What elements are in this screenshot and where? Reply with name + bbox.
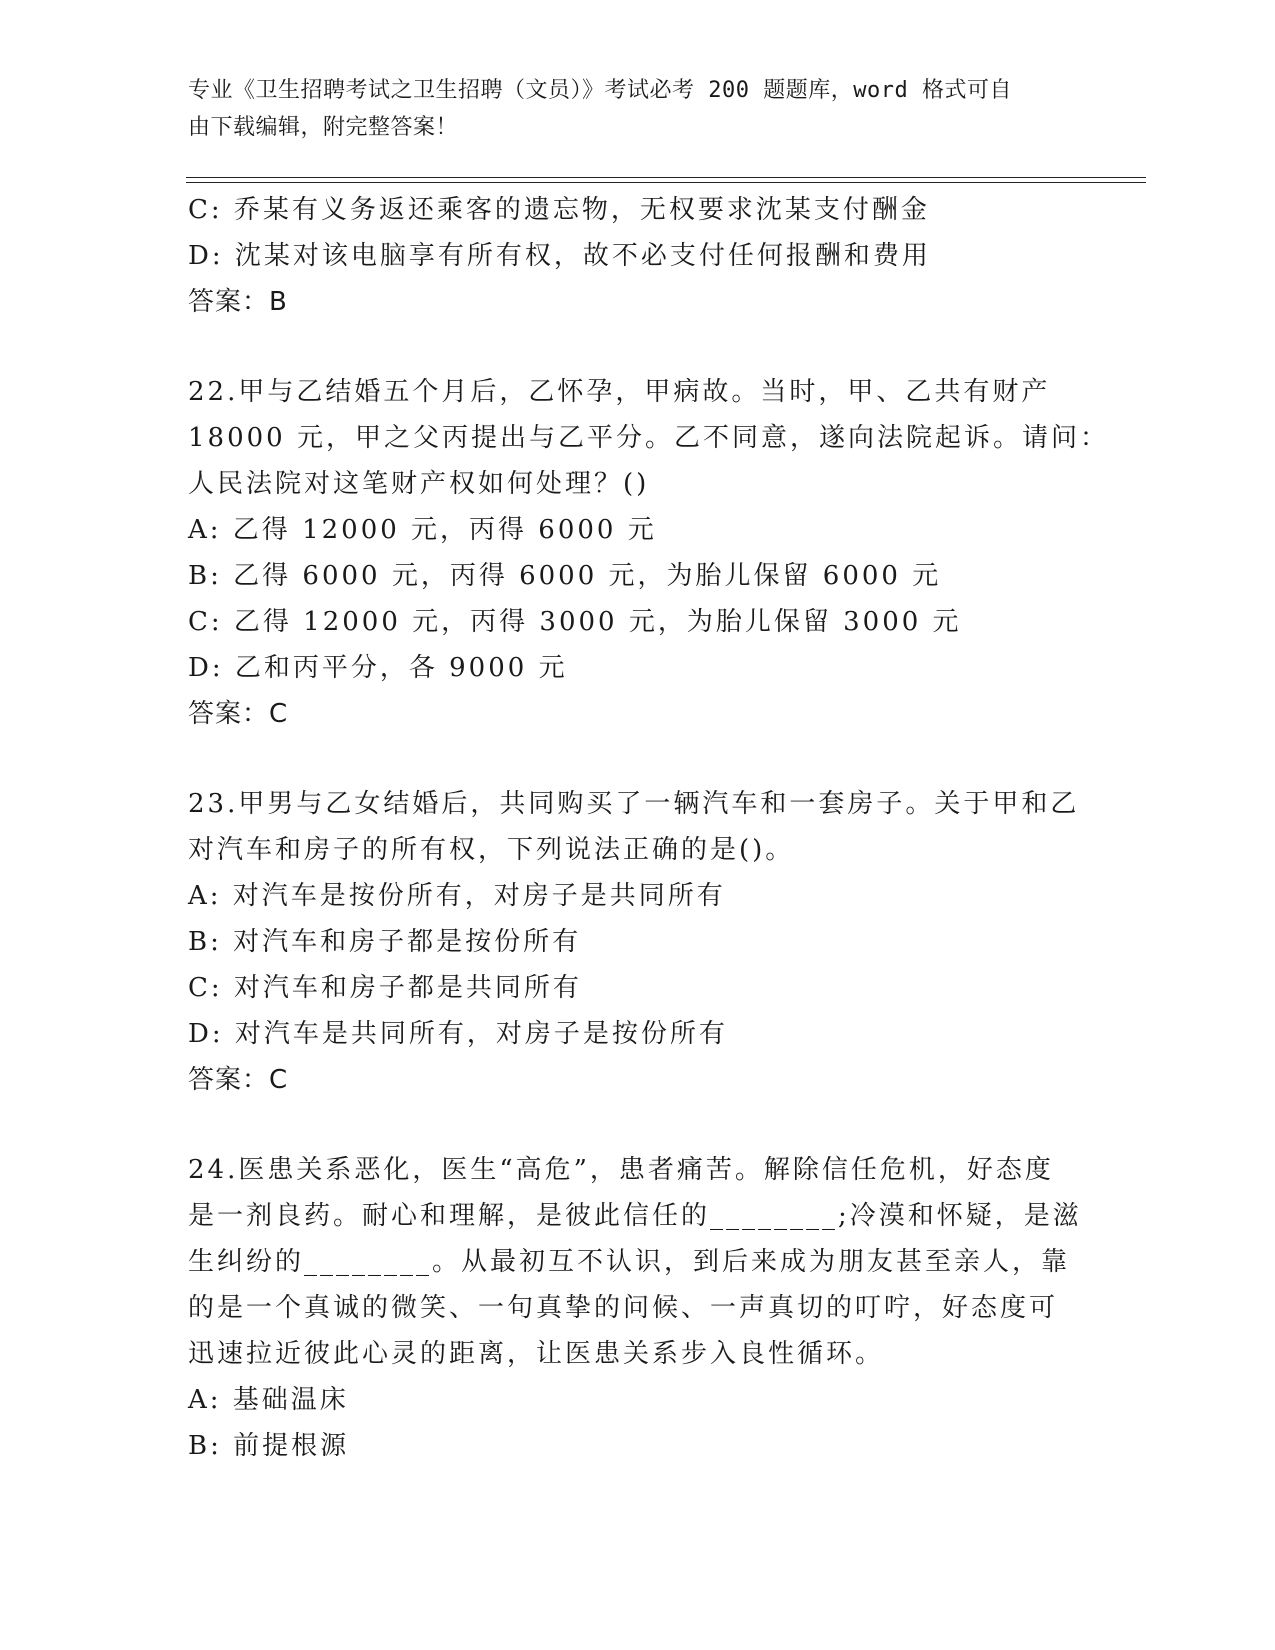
question-24	[188, 1147, 1088, 1469]
question-stem-line: 23.甲男与乙女结婚后，共同购买了一辆汽车和一套房子。关于甲和乙	[188, 789, 1080, 819]
header-line-1: 专业《卫生招聘考试之卫生招聘（文员）》考试必考 200 题题库，word 格式可自	[188, 78, 1012, 103]
option-a: A: 基础温床	[188, 1385, 349, 1415]
header-line-2: 由下载编辑，附完整答案！	[188, 115, 459, 140]
spacer	[188, 737, 1088, 781]
question-stem-line: 24.医患关系恶化，医生“高危”，患者痛苦。解除信任危机，好态度	[188, 1155, 1054, 1185]
option-c: C: 对汽车和房子都是共同所有	[188, 973, 582, 1003]
question-22	[188, 369, 1109, 737]
spacer	[188, 1103, 1088, 1147]
answer-line: 答案：C	[188, 1065, 289, 1095]
option-d: D: 对汽车是共同所有，对房子是按份所有	[188, 1019, 728, 1049]
question-stem-line: 迅速拉近彼此心灵的距离，让医患关系步入良性循环。	[188, 1339, 885, 1369]
question-stem-line: 的是一个真诚的微笑、一句真挚的问候、一声真切的叮咛，好态度可	[188, 1293, 1059, 1323]
question-21	[188, 187, 1088, 325]
document-header	[188, 72, 1088, 146]
spacer	[188, 325, 1088, 369]
header-divider-bottom	[186, 182, 1146, 183]
question-stem-line: 是一剂良药。耐心和理解，是彼此信任的________;冷漠和怀疑，是滋	[188, 1201, 1082, 1231]
question-stem-line: 22.甲与乙结婚五个月后，乙怀孕，甲病故。当时，甲、乙共有财产	[188, 377, 1051, 407]
option-d: D: 乙和丙平分，各 9000 元	[188, 653, 568, 683]
option-a: A: 对汽车是按份所有，对房子是共同所有	[188, 881, 726, 911]
question-content	[188, 187, 1109, 1469]
option-c: C: 乙得 12000 元，丙得 3000 元，为胎儿保留 3000 元	[188, 607, 962, 637]
option-b: B: 对汽车和房子都是按份所有	[188, 927, 582, 957]
option-c: C: 乔某有义务返还乘客的遗忘物，无权要求沈某支付酬金	[188, 195, 930, 225]
answer-line: 答案：B	[188, 287, 288, 317]
option-d: D: 沈某对该电脑享有所有权，故不必支付任何报酬和费用	[188, 241, 931, 271]
answer-line: 答案：C	[188, 699, 289, 729]
question-23	[188, 781, 1088, 1103]
option-a: A: 乙得 12000 元，丙得 6000 元	[188, 515, 657, 545]
question-stem-line: 人民法院对这笔财产权如何处理？()	[188, 469, 650, 499]
header-divider-top	[186, 177, 1146, 178]
question-stem-line: 18000 元，甲之父丙提出与乙平分。乙不同意，遂向法院起诉。请问：	[188, 423, 1109, 453]
question-stem-line: 生纠纷的________。从最初互不认识，到后来成为朋友甚至亲人，靠	[188, 1247, 1071, 1277]
option-b: B: 乙得 6000 元，丙得 6000 元，为胎儿保留 6000 元	[188, 561, 942, 591]
question-stem-line: 对汽车和房子的所有权，下列说法正确的是()。	[188, 835, 795, 865]
option-b: B: 前提根源	[188, 1431, 350, 1461]
